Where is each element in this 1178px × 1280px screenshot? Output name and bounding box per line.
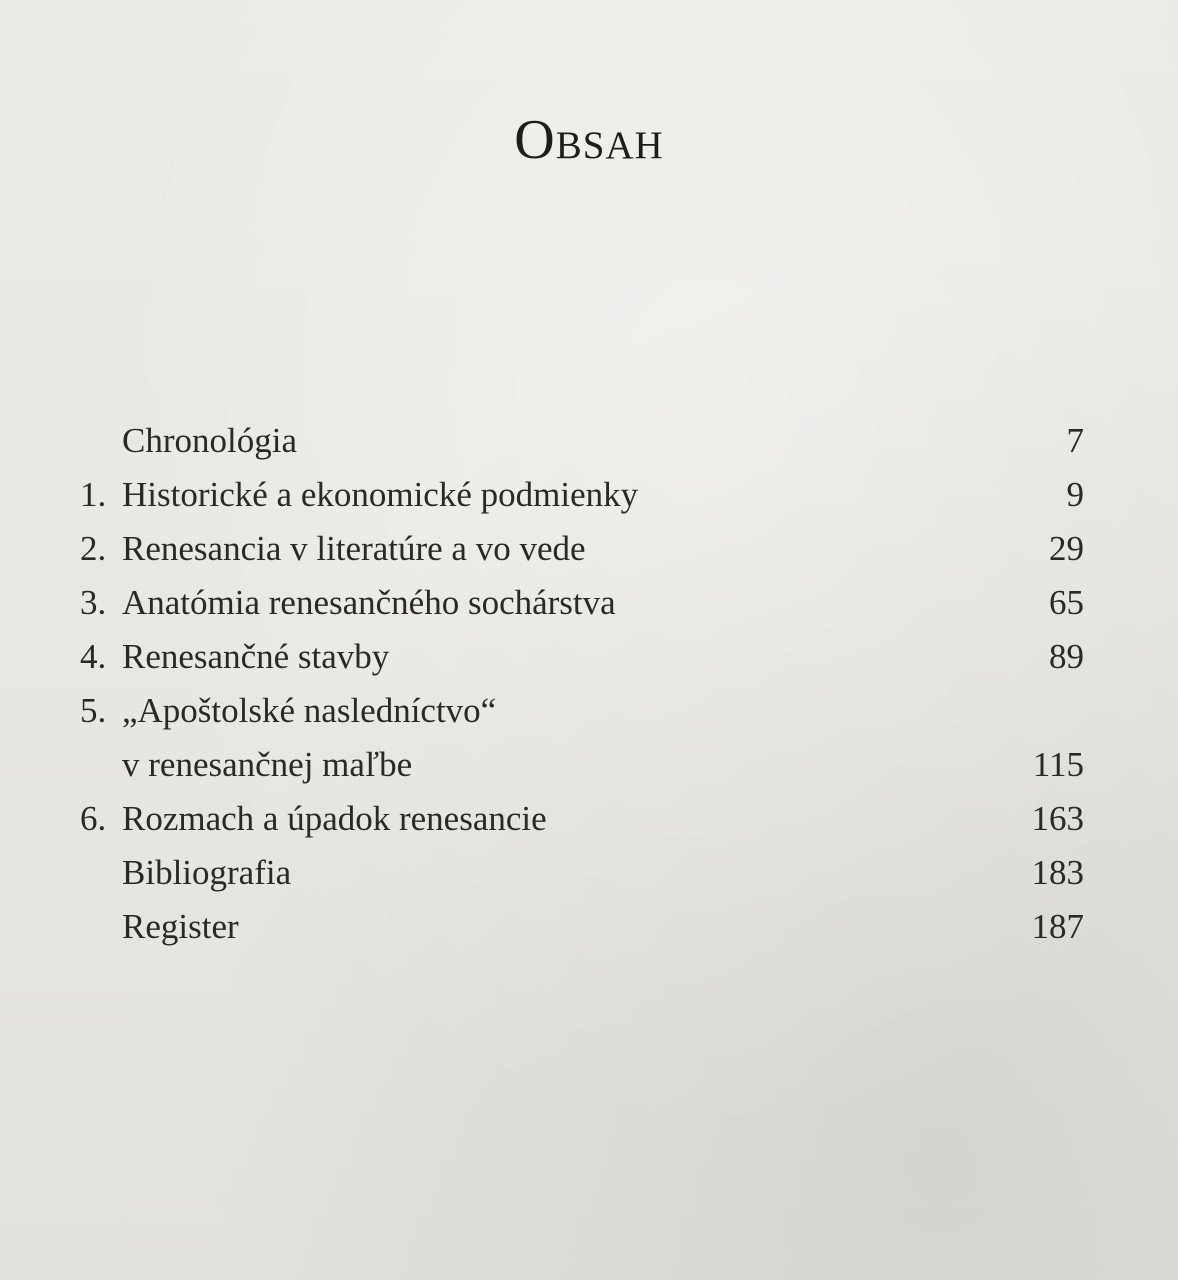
toc-entry-page: 115 — [1032, 745, 1084, 784]
toc-entry-number: 3. — [80, 583, 107, 622]
toc-entry-page: 65 — [1049, 583, 1084, 622]
toc-entry-number: 6. — [80, 799, 107, 838]
toc-entry-label: Rozmach a úpadok renesancie — [122, 799, 547, 838]
toc-entry-page: 183 — [1031, 853, 1084, 892]
toc-entry-4 — [80, 630, 1090, 684]
toc-entry-label: Historické a ekonomické podmienky — [122, 475, 639, 514]
toc-entry-number: 4. — [80, 637, 107, 676]
toc-entry-bibliografia — [80, 846, 1090, 900]
toc-entry-label: Register — [122, 907, 239, 946]
toc-entry-label: Renesančné stavby — [122, 637, 390, 676]
toc-entry-2 — [80, 522, 1090, 576]
toc-entry-page: 163 — [1031, 799, 1084, 838]
toc-entry-number: 1. — [80, 475, 107, 514]
toc-entry-number: 5. — [80, 691, 107, 730]
toc-entry-page: 89 — [1049, 637, 1084, 676]
toc-entry-page: 7 — [1066, 421, 1084, 460]
toc-entry-number: 2. — [80, 529, 107, 568]
toc-entry-3 — [80, 576, 1090, 630]
toc-entry-page: 29 — [1049, 529, 1084, 568]
toc-entry-label: Anatómia renesančného sochárstva — [122, 583, 616, 622]
toc-entry-page: 9 — [1066, 475, 1084, 514]
toc-entry-chronologia — [80, 414, 1090, 468]
toc-entry-label: „Apoštolské nasledníctvo“ — [122, 691, 497, 730]
toc-entry-5 — [80, 684, 1090, 792]
toc-entry-label: Renesancia v literatúre a vo vede — [122, 529, 586, 568]
toc-entry-label-continuation: v renesančnej maľbe — [122, 745, 413, 784]
toc-entry-6 — [80, 792, 1090, 846]
page-title: Obsah — [514, 109, 664, 171]
toc-entry-label: Bibliografia — [122, 853, 292, 892]
toc-entry-1 — [80, 468, 1090, 522]
toc-entry-page: 187 — [1031, 907, 1084, 946]
toc-entry-register — [80, 900, 1090, 954]
toc-entry-label: Chronológia — [122, 421, 297, 460]
